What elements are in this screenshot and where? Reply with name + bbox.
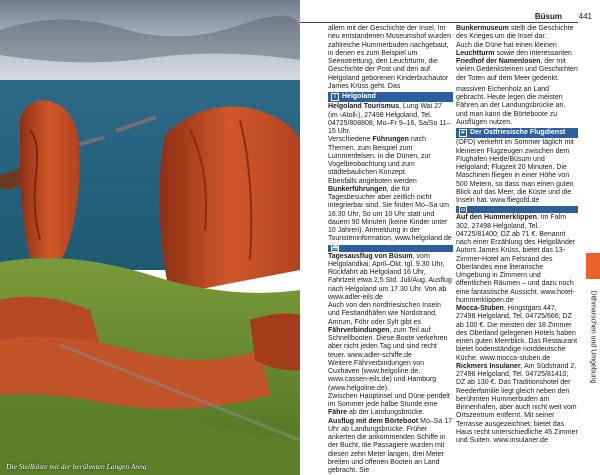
text-column-1 [328,25,453,475]
fuehr-c: nach Themen, zum Beispiel zum Lummenfelsen, in die Dünen, zur Vogelbeobachtung und zum städtebaulichen Konzept. [328,136,431,177]
page-number: 441 [578,12,592,21]
duene-b: Fähre [328,409,348,417]
mocca-c: , Hingstgars 447, 27498 Helgoland, Tel. 04725/666; DZ ab 100 €. Die meisten der 18 Zimmer des Oberland gelegenen Hotels haben einen guten Meerblick. Das Restaurant bietet bodenständige norddeutsche Küche. www.mocca-stuben.de [456,305,578,362]
hummer-c: , Im Falm 302, 27498 Helgoland, Tel. 04725/81400; DZ ab 71 €. Benannt nach einer Erzählung des Helgoländer Autors James Krüss, bietet das 13-Zimmer-Hotel am Felsrand des Oberlandes eine literarische Umgebung in Zimmern und öffentlichen Räumen – und dazu noch eine fantastische Aussicht. www.hotel-hummerklippen.de [456,214,576,304]
bunker-b: Bunkerführungen [328,185,387,193]
eichen-paragraph: massiven Eichenholz an Land gebracht. Heute legen die meisten Fähren an der Landungsbrücke an, und man kann die Börteboote zu Ausflügen nutzen. [456,85,566,126]
weitere-paragraph: Weitere Fährverbindungen von Cuxhaven (www.helgoline.de, www.cassen-eils.de) und Hamburg (www.helgoline.de). [328,359,437,392]
rick-c: , Am Südstrand 2, 27498 Helgoland, Tel. 04725/81410; DZ ab 130 €. Das Traditionshotel der Reederfamilie liegt gleich neben den berühmten Hummerbuden am Binnenhafen, aber auch nicht weit vom Ortszentrum entfernt. Mit seiner Terrasse ausgezeichnet, bietet das Haus recht unterschiedliche 45 Zimmer und Suiten. www.insulaner.de [456,362,578,444]
hotel-info-box [456,206,578,213]
leucht-d: Friedhof der Namenlosen [456,58,541,65]
chapter-tab-marker [586,253,600,279]
ship-info-box [328,245,453,252]
leucht-e: , der mit vielen Gedenksteinen und Geschichten der Toten auf dem Meer gedenkt. [456,58,578,82]
boot-paragraph [328,418,453,475]
museum-c: stellt die Geschichte des Krieges um die Insel dar. [456,25,574,41]
leuchtturm-paragraph [456,42,578,83]
ausflug-b: Tagesausflug von Büsum [328,252,413,260]
mocca-b: Mocca-Stuben [456,305,504,312]
rickmers-paragraph [456,363,578,446]
tourismus-paragraph [328,103,453,136]
fuehr-a: Verschiedene [328,136,373,144]
chapter-side-label [586,282,600,392]
ofd-paragraph: (OFD) verkehrt im Sommer täglich mit kleineren Flugzeugen zwischen dem Flughafen Heide/Büsum und Helgoland; Flugzeit 20 Minuten. Die Maschinen fliegen in einer Höhe von 500 Metern, so dass man einen guten Blick auf das Meer, die Küste und die Inseln hat. www.fliegofd.de [456,139,574,204]
plane-icon: ✈ [460,130,466,137]
fuehr-b: Führungen [372,136,409,144]
tourismus-title: Helgoland Tourismus [328,103,400,111]
tourismus-text: , Lung Wai 27 (im ›Atoll‹), 27498 Helgoland, Tel. 04725/808808; Mo–Fr 9–16, Sa/So 11–15 Uhr. [328,103,451,135]
bunker-a: Ebenfalls angeboten werden [328,177,417,185]
text-page [300,0,600,475]
flight-info-box [456,128,578,138]
museum-paragraph [456,25,578,42]
leucht-c: sowie den interessanten [494,49,572,57]
leucht-b: Leuchtturm [456,49,495,57]
text-column-2 [456,25,578,445]
duene-c: ab der Landungsbrücke. [347,409,425,417]
intro-paragraph: allem mit der Geschichte der Insel. Im neu entstandenen Museumshof wurden zahlreiche Hummerbuden nachgebaut, in denen es zum Beispiel um Seenotrettung, den Leuchtturm, die Geschichte der Post und den auf Helgoland geborenen Kinderbuchautor James Krüss geht. Das [328,25,451,90]
running-head [300,12,592,23]
leucht-a: Auch die Düne hat einen kleinen [456,41,557,49]
bed-icon: ▭ [460,206,466,213]
running-head-title: Büsum [534,12,562,21]
flight-box-label: Der Ostfriesische Flugdienst [470,129,566,136]
faehr-b: Fährverbindungen [328,326,390,334]
duene-paragraph [328,393,453,418]
mocca-paragraph [456,305,578,363]
helgoland-box-label: Helgoland [342,93,376,100]
boot-c: Mo–Sa 17 Uhr ab Landungsbrücke. Früher ankerten die ankommenden Schiffe in der Bucht, die Passagiere wurden mit diesen zehn Meter langen, drei Meter breiten und offenen Booten an Land gebracht. Sie [328,417,453,474]
duene-a: Zwischen Hauptinsel und Düne pendelt im Sommer jede halbe Stunde eine [328,392,450,408]
hummer-b: Auf den Hummerklippen [456,214,537,222]
ship-icon: ⛴ [332,245,339,251]
hummer-paragraph [456,214,578,305]
faehr-a: Auch von den nordfriesischen Inseln und Festlandhäfen wie Nordstrand, Amrum, Föhr oder Sylt gibt es [328,302,441,326]
museum-b: Bunkermuseum [456,25,509,32]
boot-b: Ausflug mit dem Börteboot [328,417,419,425]
faehr-c: , zum Teil auf Schnellbooten. Diese Boote verkehren aber nicht jeden Tag und sind recht teuer. www.adler-schiffe.de [328,326,448,359]
ausflug-c: , vom Helgolandkai; April–Okt. tgl. 9.30 Uhr, Rückfahrt ab Helgoland 16 Uhr, Fahrtzeit etwa 2,5 Std. Juli/Aug. Ausflug nach Helgoland um 17.30 Uhr. Von ab www.adler-eils.de [328,252,452,301]
helgoland-info-box [328,92,453,102]
fuehrungen-paragraph [328,136,453,177]
photo-caption: Die Steilküste mit der berühmten Langen Anna [6,462,147,471]
side-tab-text: Dithmarschen und Umgebung [589,290,597,384]
ausflug-paragraph [328,253,453,303]
rick-b: Rickmers Insulaner [456,362,521,370]
bunker-paragraph [328,178,453,244]
info-icon: i [331,93,339,101]
bunker-c: , die für Tagesbesucher aber zeitlich nicht integrierbar sind. Sie finden Mo–Sa um 16.30 Uhr, So um 10 Uhr statt und dauern 90 Minuten (keine Kinder unter 10 Jahren). Anmeldung in der Touristeninformation, www.helgoland.de [328,185,452,243]
faehr-paragraph [328,302,453,360]
